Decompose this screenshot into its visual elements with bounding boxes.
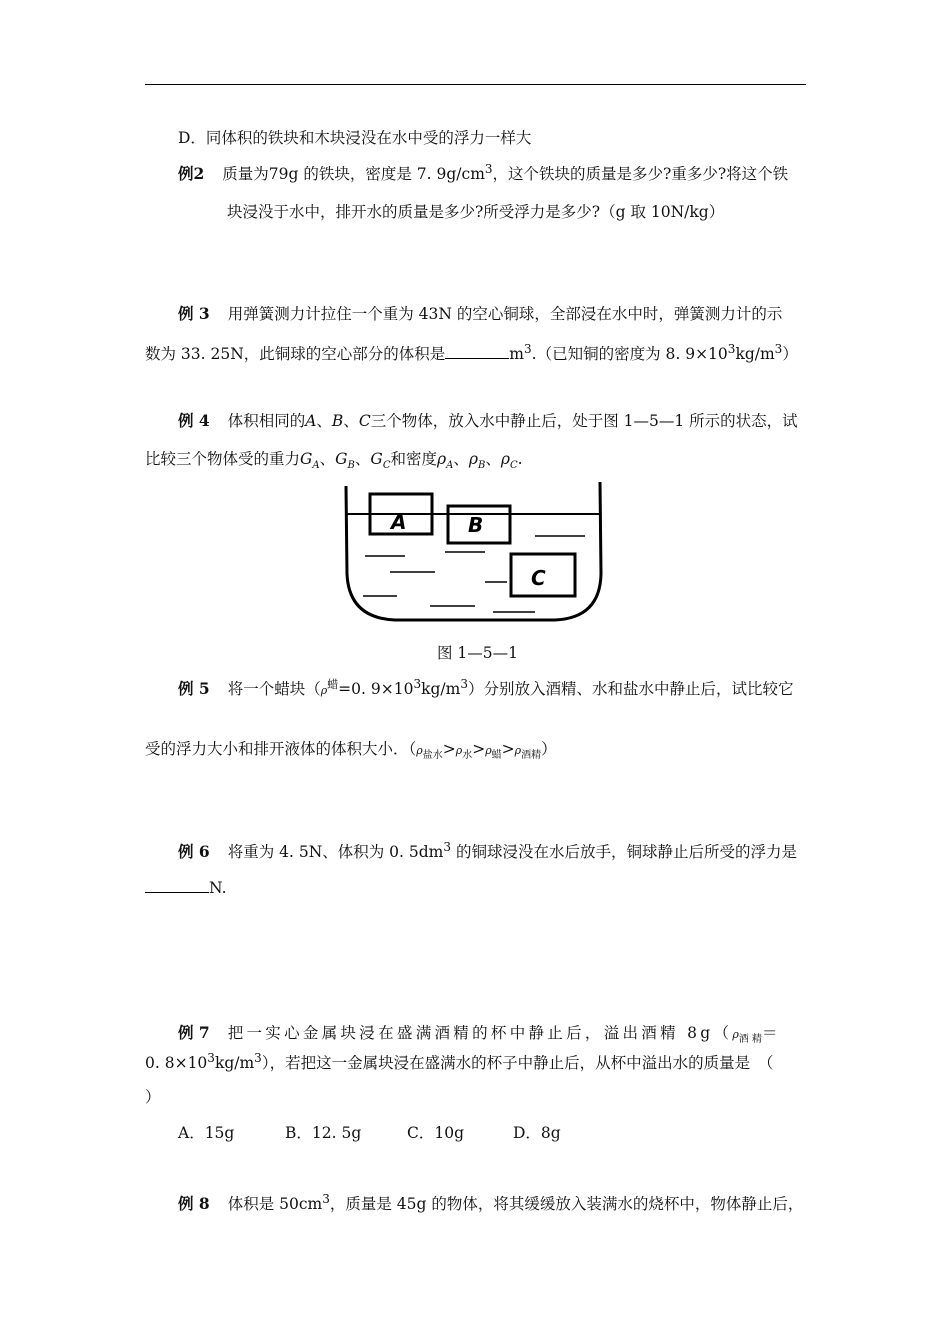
block-c-label: C — [531, 566, 546, 590]
example-5-label: 例 5 — [178, 679, 210, 698]
answer-blank — [145, 878, 209, 893]
example-2-label: 例2 — [178, 164, 205, 183]
example-2-line-2: 块浸没于水中，排开水的质量是多少?所受浮力是多少?（g 取 10N/kg） — [227, 203, 725, 221]
example-4-line-2: 比较三个物体受的重力$G_A$、$G_B$、$G_C$和密度$\rho_A$、$\rho_B$、$\rho_C$. — [145, 450, 523, 472]
option-d: D．8g — [513, 1124, 561, 1142]
figure-beaker-diagram — [335, 478, 615, 628]
example-7-label: 例 7 — [178, 1023, 210, 1042]
example-7-options — [178, 1123, 561, 1143]
block-b-label: B — [468, 513, 484, 537]
header-rule — [145, 84, 806, 85]
example-7-line-2: 0. $8\times 10^3kg/m^3$），若把这一金属块浸在盛满水的杯子中静止后，从杯中溢出水的质量是 （ — [145, 1050, 774, 1072]
example-6-line-2: N. — [145, 878, 227, 898]
example-8-label: 例 8 — [178, 1194, 210, 1213]
figure-caption: 图 1—5—1 — [437, 644, 519, 662]
example-3-label: 例 3 — [178, 304, 210, 323]
example-6-label: 例 6 — [178, 842, 210, 861]
beaker-outline — [346, 482, 601, 620]
example-2-line-1: 例2 质量为79g 的铁块，密度是 7. $9g/cm^3$，这个铁块的质量是多少?重多少?将这个铁 — [178, 161, 789, 183]
example-3-line-2: 数为 33. 25N，此铜球的空心部分的体积是 $m^3$.（已知铜的密度为 8. $9\times 10^3kg/m^3$） — [145, 341, 798, 363]
block-a-label: A — [391, 510, 407, 534]
option-a: A．15g — [178, 1124, 235, 1142]
example-4-line-1: 例 4 体积相同的A、B、C三个物体，放入水中静止后，处于图 1—5—1 所示的状态，试 — [178, 411, 798, 430]
example-8-line-1: 例 8 体积是 $50cm^3$，质量是 45g 的物体，将其缓缓放入装满水的烧杯中，物体静止后， — [178, 1191, 804, 1213]
example-4-label: 例 4 — [178, 411, 210, 430]
option-c: C．10g — [407, 1124, 465, 1142]
example-5-line-2: 受的浮力大小和排开液体的体积大小．$(\rho_{盐水}>\rho_水>\rho_蜡>\rho_{酒精})$ — [145, 740, 557, 762]
example-5-line-1: 例 5 将一个蜡块（$\rho^蜡=0$. $9\times 10^3kg/m^3$）分别放入酒精、水和盐水中静止后，试比较它 — [178, 676, 794, 698]
example-7-line-1: 例 7 把一实心金属块浸在盛满酒精的杯中静止后，溢出酒精 $8g(\rho_{酒 精}=$ — [178, 1023, 778, 1046]
option-d: D．同体积的铁块和木块浸没在水中受的浮力一样大 — [178, 129, 532, 147]
option-b: B．12. 5g — [285, 1124, 362, 1142]
example-3-line-1: 例 3 用弹簧测力计拉住一个重为 43N 的空心铜球，全部浸在水中时，弹簧测力计的示 — [178, 304, 783, 323]
example-7-line-3: ） — [145, 1088, 161, 1106]
answer-blank — [445, 344, 509, 359]
example-6-line-1: 例 6 将重为 4. 5N、体积为 0. $5dm^3$ 的铜球浸没在水后放手，铜球静止后所受的浮力是 — [178, 839, 797, 861]
